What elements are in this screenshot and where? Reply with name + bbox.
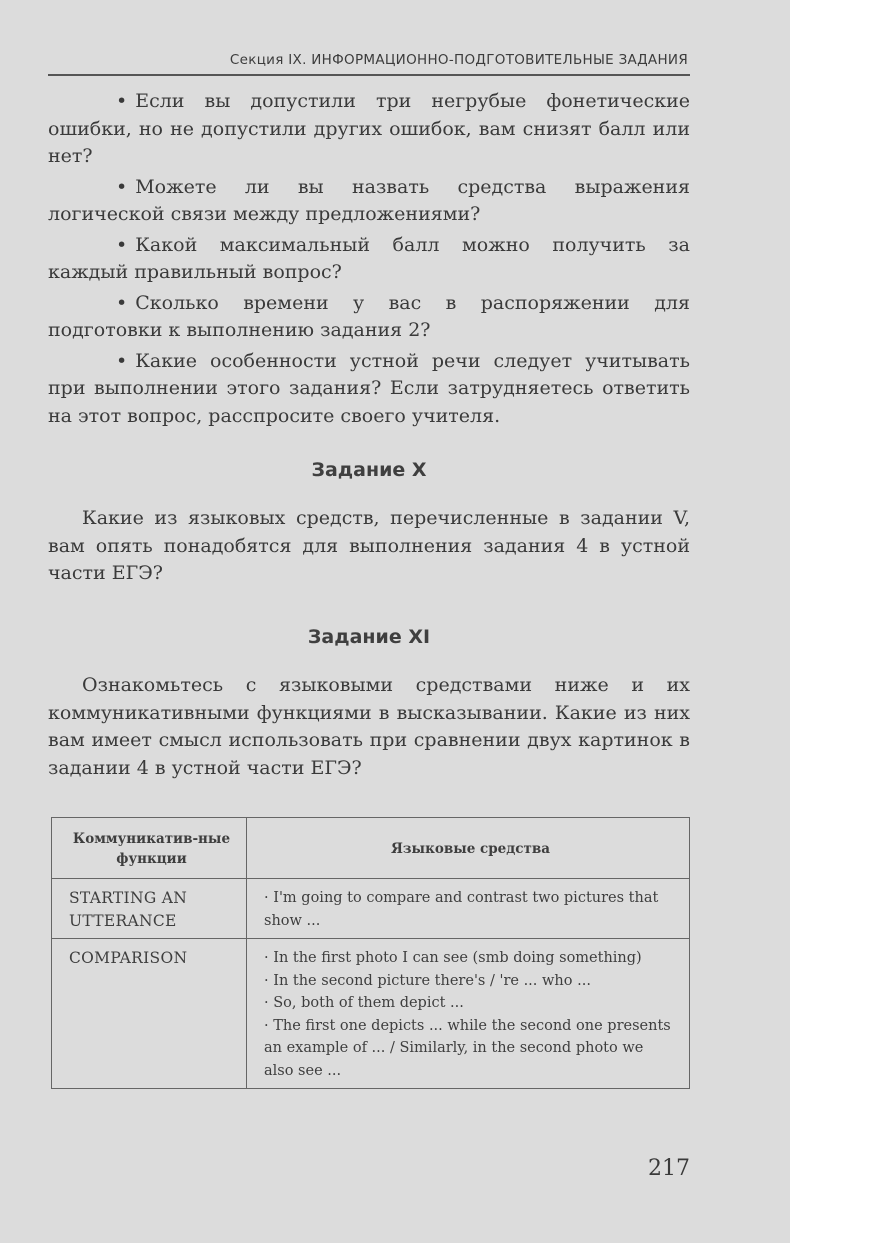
table-header-row xyxy=(52,818,690,879)
task-xi-title: Задание XI xyxy=(307,626,431,648)
table-row xyxy=(52,879,690,939)
question-text: Какие особенности устной речи следует учитывать при выполнении этого задания? Если затрудняетесь ответить на этот вопрос, расспросите своего учителя. xyxy=(48,349,690,427)
example-line: · So, both of them depict ... xyxy=(264,995,464,1011)
examples-cell xyxy=(247,939,690,1089)
question-list xyxy=(48,88,690,433)
list-item xyxy=(48,348,690,431)
bullet-icon: • xyxy=(116,233,128,256)
table-row xyxy=(52,939,690,1089)
task-x-text: Какие из языковых средств, перечисленные в задании V, вам опять понадобятся для выполнения задания 4 в устной части ЕГЭ? xyxy=(48,507,690,584)
question-text: Можете ли вы назвать средства выражения логической связи между предложениями? xyxy=(48,175,690,225)
example-line: · The first one depicts ... while the second one presents an example of ... / Similarly, in the second photo we also see ... xyxy=(264,1017,671,1079)
task-xi-body xyxy=(48,672,690,785)
task-x-title: Задание X xyxy=(311,459,427,481)
task-x-body xyxy=(48,505,690,591)
column-header-means: Языковые средства xyxy=(247,818,690,879)
column-header-functions: Коммуникатив-ные функции xyxy=(52,818,247,879)
examples-cell xyxy=(247,879,690,939)
page-number: 217 xyxy=(648,1156,690,1181)
question-text: Сколько времени у вас в распоряжении для подготовки к выполнению задания 2? xyxy=(48,291,690,341)
running-header: Секция IX. ИНФОРМАЦИОННО-ПОДГОТОВИТЕЛЬНЫЕ ЗАДАНИЯ xyxy=(229,52,688,68)
list-item xyxy=(48,174,690,229)
language-means-table xyxy=(51,817,690,1089)
task-xi-text: Ознакомьтесь с языковыми средствами ниже и их коммуникативными функциями в высказывании. Какие из них вам имеет смысл использовать при сравнении двух картинок в задании 4 в устной части ЕГЭ? xyxy=(48,674,690,779)
example-line: · In the first photo I can see (smb doing something) xyxy=(264,950,642,966)
header-divider xyxy=(48,74,690,76)
list-item xyxy=(48,232,690,287)
function-cell: COMPARISON xyxy=(52,939,247,1089)
question-text: Если вы допустили три негрубые фонетические ошибки, но не допустили других ошибок, вам снизят балл или нет? xyxy=(48,90,690,167)
question-text: Какой максимальный балл можно получить за каждый правильный вопрос? xyxy=(48,233,690,283)
bullet-icon: • xyxy=(116,90,128,112)
bullet-icon: • xyxy=(116,349,128,372)
bullet-icon: • xyxy=(116,291,128,314)
function-cell: STARTING AN UTTERANCE xyxy=(52,879,247,939)
list-item xyxy=(48,88,690,171)
example-line: · In the second picture there's / 're ... who ... xyxy=(264,972,591,989)
bullet-icon: • xyxy=(116,175,128,198)
list-item xyxy=(48,290,690,345)
example-line: · I'm going to compare and contrast two pictures that show ... xyxy=(264,890,659,929)
